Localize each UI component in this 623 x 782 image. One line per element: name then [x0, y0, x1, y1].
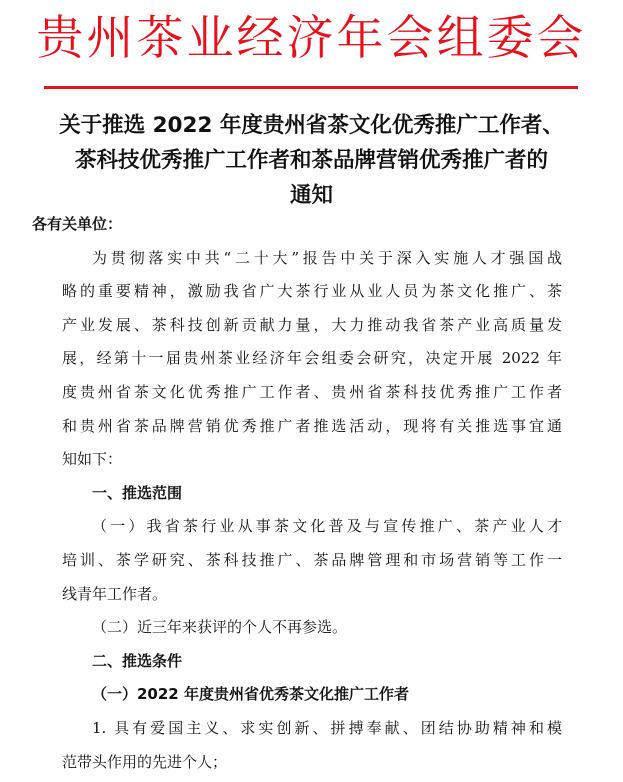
- scope-item-1: 线青年工作者。: [62, 584, 168, 603]
- notice-body: [32, 208, 562, 779]
- intro-line: 和贵州省茶品牌营销优秀推广者推选活动，现将有关推选事宜通: [62, 416, 562, 435]
- letterhead-rule: [44, 86, 578, 89]
- scope-item-1: 培训、茶学研究、茶科技推广、茶品牌管理和市场营销等工作一: [62, 550, 562, 569]
- intro-line: 知如下：: [62, 450, 123, 469]
- title-line-2: 茶科技优秀推广工作者和茶品牌营销优秀推广者的: [74, 148, 548, 173]
- criteria-subheading: （一）2022 年度贵州省优秀茶文化推广工作者: [92, 685, 409, 704]
- org-letterhead: 贵州茶业经济年会组委会: [36, 11, 587, 66]
- intro-line: 产业发展、茶科技创新贡献力量，大力推动我省茶产业高质量发: [62, 315, 562, 334]
- notice-title: [40, 108, 583, 213]
- criteria-item-1: 范带头作用的先进个人；: [62, 752, 228, 771]
- title-line-3: 通知: [289, 183, 333, 208]
- title-line-1: 关于推选 2022 年度贵州省茶文化优秀推广工作者、: [59, 113, 564, 138]
- scope-item-2: （二）近三年来获评的个人不再参选。: [92, 618, 348, 637]
- criteria-item-1: 1. 具有爱国主义、求实创新、拼搏奉献、团结协助精神和模: [92, 718, 562, 737]
- intro-line: 度贵州省茶文化优秀推广工作者、贵州省茶科技优秀推广工作者: [62, 382, 562, 401]
- intro-line: 为贯彻落实中共“二十大”报告中关于深入实施人才强国战: [92, 248, 562, 267]
- scope-item-1: （一）我省茶行业从事茶文化普及与宣传推广、茶产业人才: [92, 517, 562, 536]
- intro-line: 展，经第十一届贵州茶业经济年会组委会研究，决定开展 2022 年: [62, 349, 562, 368]
- salutation: 各有关单位：: [32, 215, 123, 233]
- section-heading-scope: 一、推选范围: [92, 483, 183, 502]
- intro-line: 略的重要精神，激励我省广大茶行业从业人员为茶文化推广、茶: [62, 282, 562, 301]
- section-heading-criteria: 二、推选条件: [92, 651, 183, 670]
